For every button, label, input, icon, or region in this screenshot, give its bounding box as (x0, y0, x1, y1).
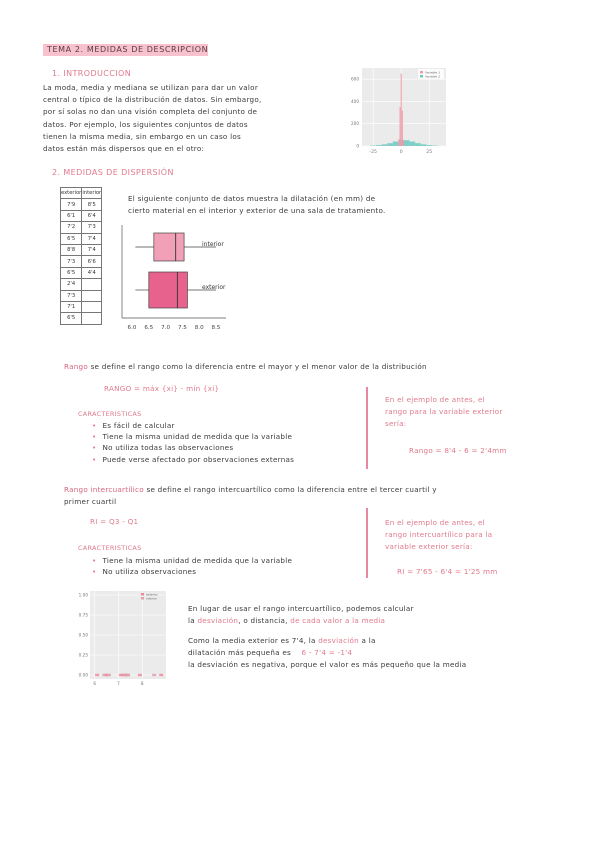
deviation-y-tick-label: 1.00 (78, 592, 88, 598)
hist-y-tick-label: 0 (356, 143, 359, 149)
legend-label-variable-2: Variable 2 (425, 74, 441, 79)
list-item: • No utiliza todas las observaciones (92, 442, 294, 453)
list-item: • Es fácil de calcular (92, 420, 294, 431)
legend-swatch-exterior (141, 593, 144, 596)
legend-label-interior: interior (146, 596, 157, 601)
deviation-x-tick-label: 7 (117, 681, 120, 686)
table-cell: 7'3 (61, 256, 82, 267)
hist-bar-variable-1 (398, 139, 399, 146)
intro-heading: 1. INTRODUCCION (52, 69, 132, 78)
ri-definition-line-2: primer cuartil (64, 497, 117, 506)
boxplot-chart (118, 225, 238, 337)
example-line: En el ejemplo de antes, el (385, 395, 485, 404)
table-header-row (61, 188, 102, 199)
dispersion-heading: 2. MEDIDAS DE DISPERSIÓN (52, 168, 174, 177)
ri-definition-line (64, 484, 534, 496)
rango-formula: RANGO = máx {xi} - mín {xi} (104, 384, 220, 393)
deviation-chart (68, 588, 170, 692)
list-item: • Tiene la misma unidad de medida que la variable (92, 555, 292, 566)
hist-bar-variable-1 (403, 140, 404, 146)
hist-bar-variable-2 (387, 143, 393, 146)
table-cell: 7'1 (61, 301, 82, 312)
hist-y-tick-label: 400 (351, 98, 359, 104)
table-row (61, 222, 102, 233)
table-cell (82, 279, 102, 290)
hist-bar-variable-1 (401, 74, 402, 146)
deviation-y-tick-label: 0.25 (78, 652, 88, 658)
table-cell (82, 313, 102, 324)
deviation-text: a la (361, 636, 376, 645)
ri-example-result: RI = 7'65 - 6'4 = 1'25 mm (397, 567, 498, 576)
legend-swatch-interior (141, 597, 144, 600)
table-cell: 7'9 (61, 199, 82, 210)
list-item: • Tiene la misma unidad de medida que la variable (92, 431, 294, 442)
ri-definition (64, 484, 534, 508)
table-cell: 6'5 (61, 313, 82, 324)
table-cell: 7'3 (82, 222, 102, 233)
deviation-point-interior (107, 674, 111, 676)
ri-definition-text: se define el rango intercuartílico como la diferencia entre el tercer cuartil y (146, 485, 437, 494)
table-cell: 6'6 (82, 256, 102, 267)
page-title: TEMA 2. MEDIDAS DE DESCRIPCION (47, 45, 209, 54)
deviation-y-tick-label: 0.50 (78, 632, 88, 638)
deviation-point-interior (152, 674, 156, 676)
dispersion-description (128, 193, 468, 217)
rango-characteristics-list (92, 420, 294, 465)
boxplot-x-tick-label: 7.0 (161, 325, 171, 331)
boxplot-series-label: exterior (202, 284, 226, 291)
hist-bar-variable-2 (382, 144, 388, 146)
deviation-y-tick-label: 0.00 (78, 672, 88, 678)
table-row (61, 301, 102, 312)
table-cell: 7'2 (61, 222, 82, 233)
hist-bar-variable-2 (376, 145, 382, 146)
intro-line: datos están más dispersos que en el otro: (43, 144, 205, 154)
table-row (61, 210, 102, 221)
deviation-line (188, 615, 568, 627)
legend-swatch-variable-2 (420, 75, 423, 78)
deviation-term: desviación (197, 616, 239, 625)
hist-bar-variable-2 (404, 140, 410, 146)
deviation-text: , o distancia, (238, 616, 288, 625)
table-cell: 7'3 (61, 290, 82, 301)
table-cell (82, 290, 102, 301)
intro-line: por sí solas no dan una visión completa del conjunto de (43, 107, 258, 117)
table-cell: 2'4 (61, 279, 82, 290)
deviation-text: dilatación más pequeña es (188, 648, 291, 657)
hist-bar-variable-2 (426, 145, 432, 146)
intro-line: central o típico de la distribución de datos. Sin embargo, (43, 95, 262, 105)
hist-y-tick-label: 200 (351, 121, 359, 127)
deviation-point-exterior (138, 674, 142, 676)
hist-bar-variable-1 (402, 110, 403, 146)
intro-line: tienen la misma media, sin embargo en un caso los (43, 131, 242, 141)
table-row (61, 313, 102, 324)
boxplot-box (154, 233, 184, 261)
hist-bar-variable-2 (415, 143, 421, 146)
legend-label-variable-1: Variable 1 (425, 70, 441, 75)
table-row (61, 199, 102, 210)
hist-panel (362, 68, 446, 146)
deviation-text: la (188, 616, 195, 625)
example-line: sería: (385, 419, 407, 429)
table-cell: 8'5 (82, 199, 102, 210)
data-table (60, 187, 102, 325)
deviation-paragraph (188, 603, 568, 671)
table-row (61, 256, 102, 267)
table-cell: 6'1 (61, 210, 82, 221)
table-row (61, 233, 102, 244)
table-cell: 6'5 (61, 267, 82, 278)
boxplot-series-label: interior (202, 241, 224, 248)
example-line: rango intercuartílico para la (385, 530, 493, 540)
table-cell: 7'4 (82, 233, 102, 244)
boxplot-x-tick-label: 7.5 (177, 325, 187, 331)
deviation-line (188, 647, 568, 659)
boxplot-x-tick-label: 8.0 (194, 325, 204, 331)
deviation-text: Como la media exterior es 7'4, la (188, 636, 316, 645)
deviation-line (188, 635, 568, 647)
list-item: • Puede verse afectado por observaciones externas (92, 454, 294, 465)
intro-paragraph (43, 82, 333, 155)
hist-bar-variable-2 (393, 142, 399, 146)
table-header-cell: interior (82, 188, 102, 199)
legend-swatch-variable-1 (420, 71, 423, 74)
deviation-term: de cada valor a la media (290, 616, 386, 625)
rango-example-border (366, 387, 368, 469)
hist-y-tick-label: 600 (351, 76, 359, 82)
rango-definition: se define el rango como la diferencia entre el mayor y el menor valor de la distribución (90, 362, 427, 371)
deviation-y-tick-label: 0.75 (78, 612, 88, 618)
ri-example (385, 517, 555, 554)
legend-label-exterior: exterior (146, 592, 158, 597)
hist-x-tick-label: -25 (369, 150, 377, 155)
hist-bar-variable-1 (400, 107, 401, 146)
rango-definition-line (64, 362, 427, 371)
table-row (61, 267, 102, 278)
hist-x-tick-label: 0 (399, 150, 403, 155)
table-row (61, 244, 102, 255)
hist-x-tick-label: 25 (426, 150, 433, 155)
table-row (61, 279, 102, 290)
histogram-chart (338, 64, 450, 158)
example-line: rango para la variable exterior (385, 407, 503, 417)
deviation-line: En lugar de usar el rango intercuartílico, podemos calcular (188, 604, 414, 613)
boxplot-x-tick-label: 6.5 (144, 325, 154, 331)
table-cell: 7'4 (82, 244, 102, 255)
deviation-line: la desviación es negativa, porque el valor es más pequeño que la media (188, 660, 467, 669)
deviation-point-exterior (95, 674, 99, 676)
ri-characteristics-heading: CARACTERISTICAS (78, 544, 142, 552)
intro-line: La moda, media y mediana se utilizan para dar un valor (43, 83, 259, 92)
example-line: En el ejemplo de antes, el (385, 518, 485, 527)
deviation-x-tick-label: 8 (140, 681, 144, 686)
boxplot-box (149, 272, 188, 308)
rango-characteristics-heading: CARACTERISTICAS (78, 410, 142, 418)
deviation-point-interior (102, 674, 106, 676)
table-row (61, 290, 102, 301)
rango-example-result: Rango = 8'4 - 6 = 2'4mm (409, 446, 507, 455)
deviation-point-exterior (159, 674, 163, 676)
table-cell: 6'4 (82, 210, 102, 221)
hist-bar-variable-2 (421, 144, 427, 146)
description-line: El siguiente conjunto de datos muestra la dilatación (en mm) de (128, 194, 376, 203)
rango-example (385, 394, 545, 431)
ri-example-border (366, 508, 368, 578)
ri-characteristics-list (92, 555, 292, 577)
boxplot-x-tick-label: 8.5 (211, 325, 221, 331)
intro-line: datos. Por ejemplo, los siguientes conjuntos de datos (43, 119, 248, 129)
deviation-value: 6 - 7'4 = -1'4 (301, 648, 353, 657)
deviation-x-tick-label: 6 (93, 681, 97, 686)
table-cell: 6'5 (61, 233, 82, 244)
table-cell (82, 301, 102, 312)
ri-term: Rango intercuartílico (64, 485, 144, 494)
hist-bar-variable-2 (410, 142, 416, 146)
rango-term: Rango (64, 362, 89, 371)
ri-formula: RI = Q3 - Q1 (90, 517, 139, 526)
description-line: cierto material en el interior y exterior de una sala de tratamiento. (128, 206, 386, 216)
deviation-point-interior (126, 674, 130, 676)
table-cell: 8'8 (61, 244, 82, 255)
deviation-term: desviación (318, 636, 359, 645)
example-line: variable exterior sería: (385, 542, 473, 552)
table-header-cell: exterior (61, 188, 82, 199)
boxplot-x-tick-label: 6.0 (127, 325, 137, 331)
table-cell: 4'4 (82, 267, 102, 278)
list-item: • No utiliza observaciones (92, 566, 292, 577)
